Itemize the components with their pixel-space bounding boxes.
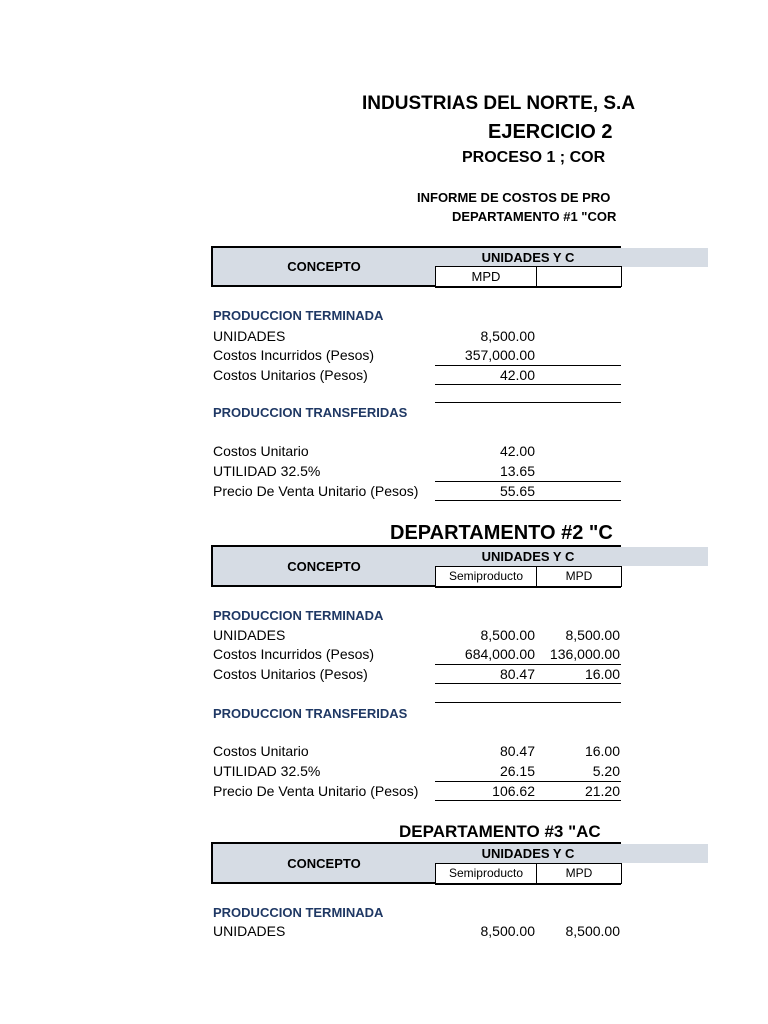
header-bottom [435,883,621,885]
divider [435,664,621,665]
col-empty [536,266,622,287]
row-value: 106.62 [492,783,535,799]
section-terminada: PRODUCCION TERMINADA [213,608,384,623]
row-label: UTILIDAD 32.5% [213,763,321,779]
divider [435,481,621,482]
row-value: 55.65 [499,483,535,499]
row-label: Costos Unitarios (Pesos) [213,666,368,682]
row-label: UNIDADES [213,328,286,344]
row-label: Costos Incurridos (Pesos) [213,347,375,363]
col-mpd: MPD [435,266,537,287]
department1-title: DEPARTAMENTO #1 "COR [452,209,617,224]
row-value: 8,500.00 [480,923,535,939]
report-title: INFORME DE COSTOS DE PRO [417,190,611,205]
row-value: 80.47 [499,743,535,759]
divider [435,800,621,801]
row-label: Costos Unitarios (Pesos) [213,367,368,383]
header-bottom [435,586,621,588]
divider [435,402,621,403]
row-label: Costos Incurridos (Pesos) [213,646,375,662]
process-title: PROCESO 1 ; COR [462,149,606,166]
col-mpd: MPD [536,566,622,587]
concept-header: CONCEPTO [211,545,437,587]
row-value: 42.00 [499,443,535,459]
divider [435,384,621,385]
row-value: 80.47 [499,666,535,682]
units-header: UNIDADES Y C [435,545,621,566]
row-value: 26.15 [499,763,535,779]
row-value: 16.00 [584,743,620,759]
units-header-ext [621,547,708,566]
row-value: 42.00 [499,367,535,383]
row-label: UTILIDAD 32.5% [213,463,321,479]
col-semiproducto: Semiproducto [435,566,537,587]
department2-title: DEPARTAMENTO #2 "C [390,522,613,544]
divider [435,781,621,782]
row-label: UNIDADES [213,923,286,939]
divider [435,702,621,703]
row-value: 8,500.00 [480,627,535,643]
header-bottom [435,286,621,288]
concept-header: CONCEPTO [211,246,437,287]
concept-header: CONCEPTO [211,842,437,884]
section-transferidas: PRODUCCION TRANSFERIDAS [213,405,408,420]
row-value: 5.20 [592,763,620,779]
row-value: 357,000.00 [464,347,535,363]
divider [435,500,621,501]
row-value: 16.00 [584,666,620,682]
exercise-title: EJERCICIO 2 [488,121,613,143]
row-label: Costos Unitario [213,743,309,759]
row-value: 684,000.00 [464,646,535,662]
units-header-ext [621,844,708,863]
col-mpd: MPD [536,863,622,884]
section-terminada: PRODUCCION TERMINADA [213,308,384,323]
row-value: 21.20 [584,783,620,799]
col-semiproducto: Semiproducto [435,863,537,884]
row-value: 13.65 [499,463,535,479]
row-label: Precio De Venta Unitario (Pesos) [213,783,419,799]
row-value: 8,500.00 [480,328,535,344]
row-value: 8,500.00 [565,627,620,643]
units-header-ext [621,248,708,267]
row-label: Precio De Venta Unitario (Pesos) [213,483,419,499]
units-header: UNIDADES Y C [435,246,621,267]
section-transferidas: PRODUCCION TRANSFERIDAS [213,706,408,721]
department3-title: DEPARTAMENTO #3 "AC [399,822,601,841]
row-label: Costos Unitario [213,443,309,459]
divider [435,365,621,366]
row-value: 8,500.00 [565,923,620,939]
divider [435,683,621,684]
section-terminada: PRODUCCION TERMINADA [213,905,384,920]
row-label: UNIDADES [213,627,286,643]
units-header: UNIDADES Y C [435,842,621,863]
company-title: INDUSTRIAS DEL NORTE, S.A [362,93,636,114]
row-value: 136,000.00 [549,646,620,662]
